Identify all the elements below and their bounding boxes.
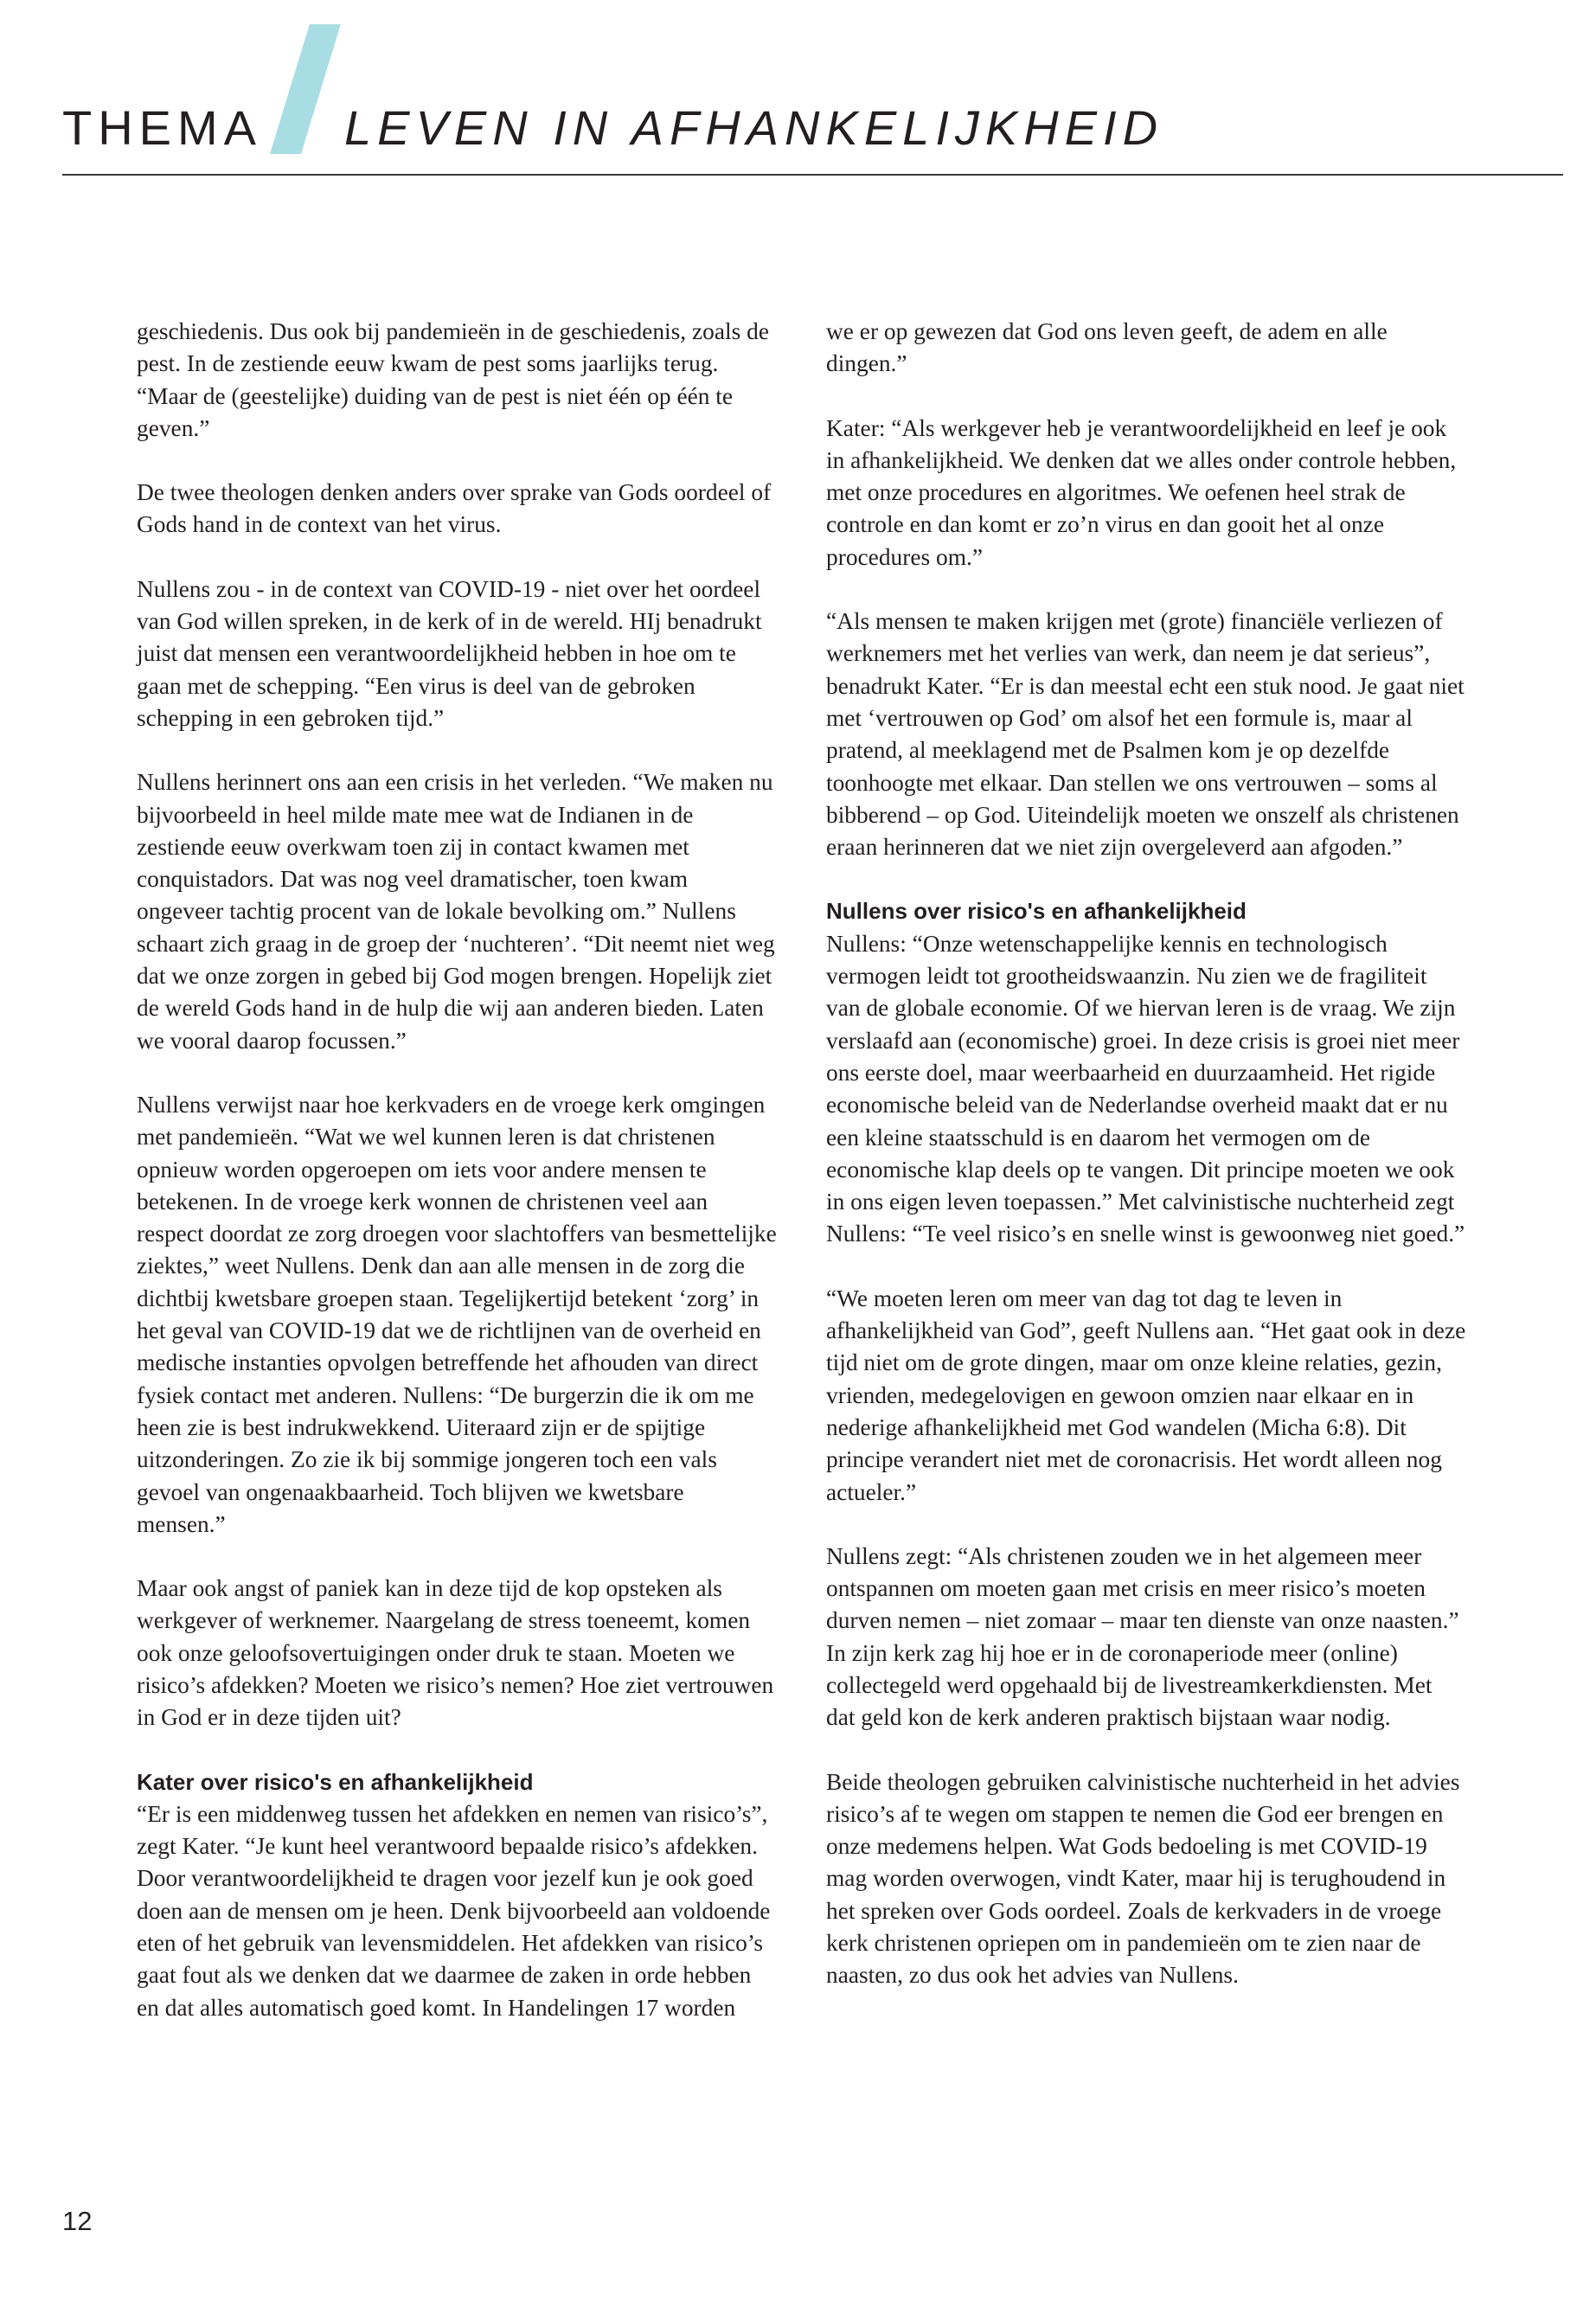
paragraph: Kater: “Als werkgever heb je verantwoordelijkheid en leef je ook in afhankelijkheid. We denken dat we alles onder controle hebben, met onze procedures en algoritmes. We oefenen heel strak de controle en dan komt er zo’n virus en dan gooit het al onze procedures om.”	[826, 414, 1457, 570]
section-heading: Kater over risico's en afhankelijkheid	[137, 1768, 534, 1795]
page-header	[0, 0, 1596, 186]
paragraph: De twee theologen denken anders over sprake van Gods oordeel of Gods hand in de context van het virus.	[137, 479, 772, 538]
paragraph: Beide theologen gebruiken calvinistische nuchterheid in het advies risico’s af te wegen om stappen te nemen die God eer brengen en onze medemens helpen. Wat Gods bedoeling is met COVID-19 mag worden overwogen, vindt Kater, maar hij is terughoudend in het spreken over Gods oordeel. Zoals de kerkvaders in de vroege kerk christenen opriepen om in pandemieën om te zien naar de naasten, zo dus ook het advies van Nullens.	[826, 1768, 1460, 1989]
paragraph: Nullens zegt: “Als christenen zouden we in het algemeen meer ontspannen om moeten gaan met crisis en meer risico’s moeten durven nemen – niet zomaar – maar ten dienste van onze naasten.” In zijn kerk zag hij hoe er in de coronaperiode meer (online) collectegeld werd opgehaald bij de livestreamkerkdiensten. Met dat geld kon de kerk anderen praktisch bijstaan waar nodig.	[826, 1542, 1459, 1731]
paragraph: Nullens: “Onze wetenschappelijke kennis en technologisch vermogen leidt tot grootheidswaanzin. Nu zien we de fragiliteit van de globale economie. Of we hiervan leren is de vraag. We zijn verslaafd aan (economische) groei. In deze crisis is groei niet meer ons eerste doel, maar weerbaarheid en duurzaamheid. Het rigide economische beleid van de Nederlandse overheid maakt dat er nu een kleine staatsschuld is en daarom het vermogen om de economische klap deels op te vangen. Dit principe moeten we ook in ons eigen leven toepassen.” Met calvinistische nuchterheid zegt Nullens: “Te veel risico’s en snelle winst is gewoonweg niet goed.”	[826, 930, 1465, 1247]
left-column	[137, 316, 777, 2024]
header-divider	[62, 174, 1563, 176]
section-label: THEMA	[62, 100, 262, 155]
paragraph: Nullens zou - in de context van COVID-19 - niet over het oordeel van God willen spreken, in de kerk of in de wereld. HIj benadrukt juist dat mensen een verantwoordelijkheid hebben in hoe om te gaan met de schepping. “Een virus is deel van de gebroken schepping in een gebroken tijd.”	[137, 575, 762, 731]
paragraph: “We moeten leren om meer van dag tot dag te leven in afhankelijkheid van God”, geeft Nullens aan. “Het gaat ook in deze tijd niet om de grote dingen, maar om onze kleine relaties, gezin, vrienden, medegelovigen en gewoon omzien naar elkaar en in nederige afhankelijkheid met God wandelen (Micha 6:8). Dit principe verandert niet met de coronacrisis. Het wordt alleen nog actueler.”	[826, 1285, 1466, 1505]
right-column	[826, 316, 1466, 1992]
paragraph: Maar ook angst of paniek kan in deze tijd de kop opsteken als werkgever of werknemer. Naargelang de stress toeneemt, komen ook onze geloofsovertuigingen onder druk te staan. Moeten we risico’s afdekken? Moeten we risico’s nemen? Hoe ziet vertrouwen in God er in deze tijden uit?	[137, 1575, 774, 1731]
paragraph: Nullens verwijst naar hoe kerkvaders en de vroege kerk omgingen met pandemieën. “Wat we wel kunnen leren is dat christenen opnieuw worden opgeroepen om iets voor andere mensen te betekenen. In de vroege kerk wonnen de christenen veel aan respect doordat ze zorg droegen voor slachtoffers van besmettelijke ziektes,” weet Nullens. Denk dan aan alle mensen in de zorg die dichtbij kwetsbare groepen staan. Tegelijkertijd betekent ‘zorg’ in het geval van COVID-19 dat we de richtlijnen van de overheid en medische instanties opvolgen betreffende het afhouden van direct fysiek contact met anderen. Nullens: “De burgerzin die ik om me heen zie is best indrukwekkend. Uiteraard zijn er de spijtige uitzonderingen. Zo zie ik bij sommige jongeren toch een vals gevoel van ongenaakbaarheid. Toch blijven we kwetsbare mensen.”	[137, 1091, 777, 1537]
theme-title: LEVEN IN AFHANKELIJKHEID	[344, 100, 1164, 155]
paragraph: “Als mensen te maken krijgen met (grote) financiële verliezen of werknemers met het verlies van werk, dan neem je dat serieus”, benadrukt Kater. “Er is dan meestal echt een stuk nood. Je gaat niet met ‘vertrouwen op God’ om alsof het een formule is, maar al pratend, al meeklagend met de Psalmen kom je op dezelfde toonhoogte met elkaar. Dan stellen we ons vertrouwen – soms al bibberend – op God. Uiteindelijk moeten we onszelf als christenen eraan herinneren dat we niet zijn overgeleverd aan afgoden.”	[826, 608, 1465, 861]
page-number: 12	[62, 2206, 93, 2236]
section-heading: Nullens over risico's en afhankelijkheid	[826, 898, 1247, 925]
accent-slash	[270, 24, 341, 154]
paragraph: geschiedenis. Dus ook bij pandemieën in de geschiedenis, zoals de pest. In de zestiende eeuw kwam de pest soms jaarlijks terug. “Maar de (geestelijke) duiding van de pest is niet één op één te geven.”	[137, 318, 769, 441]
paragraph: we er op gewezen dat God ons leven geeft, de adem en alle dingen.”	[826, 318, 1388, 377]
paragraph: Nullens herinnert ons aan een crisis in het verleden. “We maken nu bijvoorbeeld in heel milde mate mee wat de Indianen in de zestiende eeuw overkwam toen zij in contact kwamen met conquistadors. Dat was nog veel dramatischer, toen kwam ongeveer tachtig procent van de lokale bevolking om.” Nullens schaart zich graag in de groep der ‘nuchteren’. “Dit neemt niet weg dat we onze zorgen in gebed bij God mogen brengen. Hopelijk ziet de wereld Gods hand in de hulp die wij aan anderen bieden. Laten we vooral daarop focussen.”	[137, 769, 775, 1054]
paragraph: “Er is een middenweg tussen het afdekken en nemen van risico’s”, zegt Kater. “Je kunt heel verantwoord bepaalde risico’s afdekken. Door verantwoordelijkheid te dragen voor jezelf kun je ook goed doen aan de mensen om je heen. Denk bijvoorbeeld aan voldoende eten of het gebruik van levensmiddelen. Het afdekken van risico’s gaat fout als we denken dat we daarmee de zaken in orde hebben en dat alles automatisch goed komt. In Handelingen 17 worden	[137, 1800, 771, 2021]
